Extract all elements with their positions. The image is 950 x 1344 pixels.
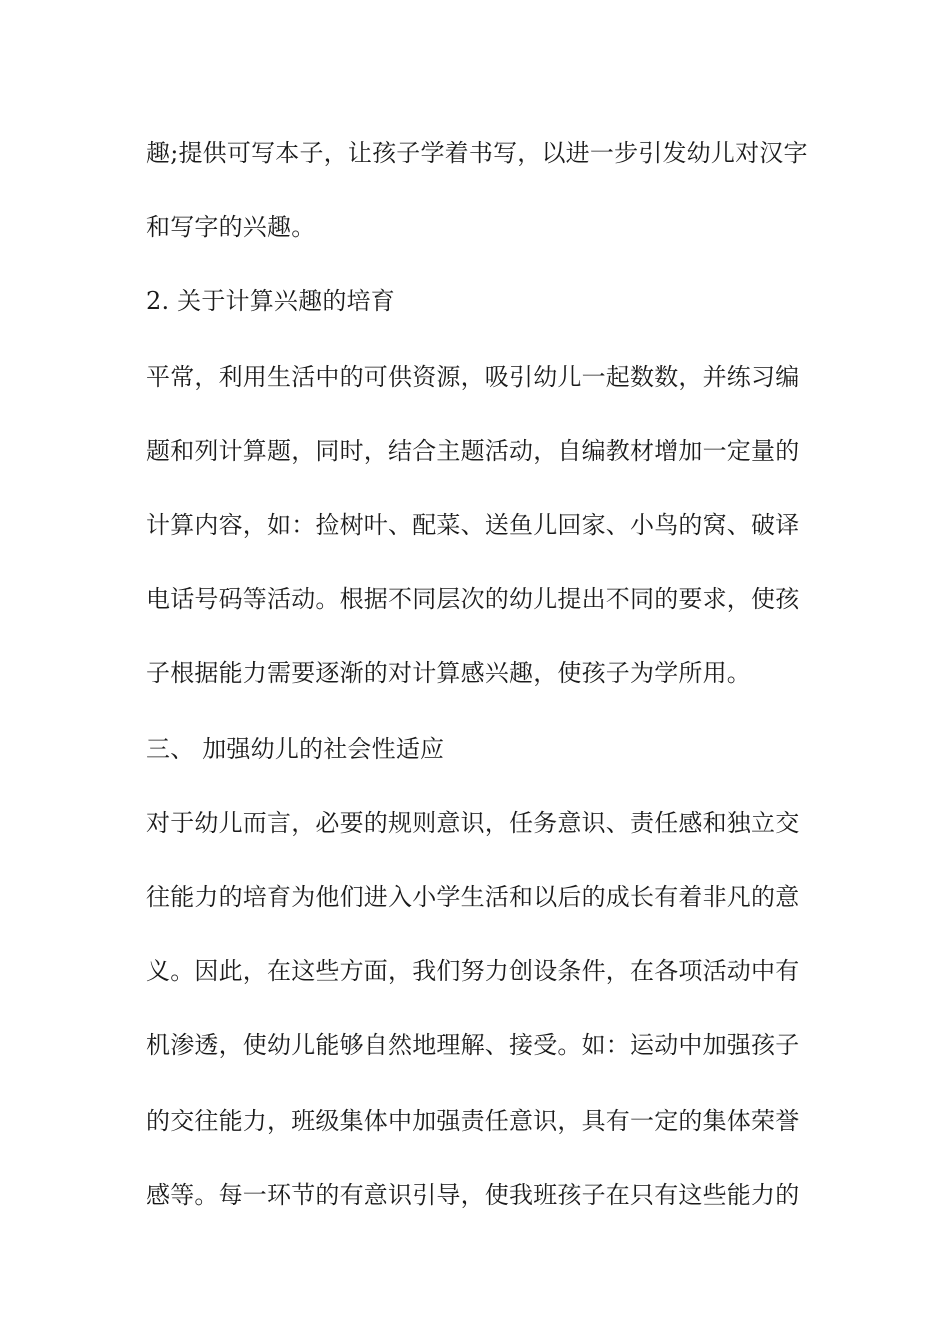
paragraph-line: 平常，利用生活中的可供资源，吸引幼儿一起数数，并练习编 [146, 363, 800, 391]
paragraph-line: 对于幼儿而言，必要的规则意识，任务意识、责任感和独立交 [146, 809, 800, 837]
section-heading: 三、 加强幼儿的社会性适应 [146, 735, 445, 763]
section-heading: 2. 关于计算兴趣的培育 [146, 287, 395, 315]
paragraph-line: 趣;提供可写本子，让孩子学着书写，以进一步引发幼儿对汉字 [146, 139, 808, 167]
paragraph-line: 往能力的培育为他们进入小学生活和以后的成长有着非凡的意 [146, 883, 800, 911]
paragraph-line: 机渗透，使幼儿能够自然地理解、接受。如：运动中加强孩子 [146, 1031, 800, 1059]
paragraph-line: 感等。每一环节的有意识引导，使我班孩子在只有这些能力的 [146, 1181, 800, 1209]
paragraph-line: 题和列计算题，同时，结合主题活动，自编教材增加一定量的 [146, 437, 800, 465]
paragraph-line: 的交往能力，班级集体中加强责任意识，具有一定的集体荣誉 [146, 1107, 800, 1135]
paragraph-line: 电话号码等活动。根据不同层次的幼儿提出不同的要求，使孩 [146, 585, 800, 613]
paragraph-line: 子根据能力需要逐渐的对计算感兴趣，使孩子为学所用。 [146, 659, 751, 687]
paragraph-line: 义。因此，在这些方面，我们努力创设条件，在各项活动中有 [146, 957, 800, 985]
paragraph-line: 和写字的兴趣。 [146, 213, 316, 241]
paragraph-line: 计算内容，如：捡树叶、配菜、送鱼儿回家、小鸟的窝、破译 [146, 511, 800, 539]
